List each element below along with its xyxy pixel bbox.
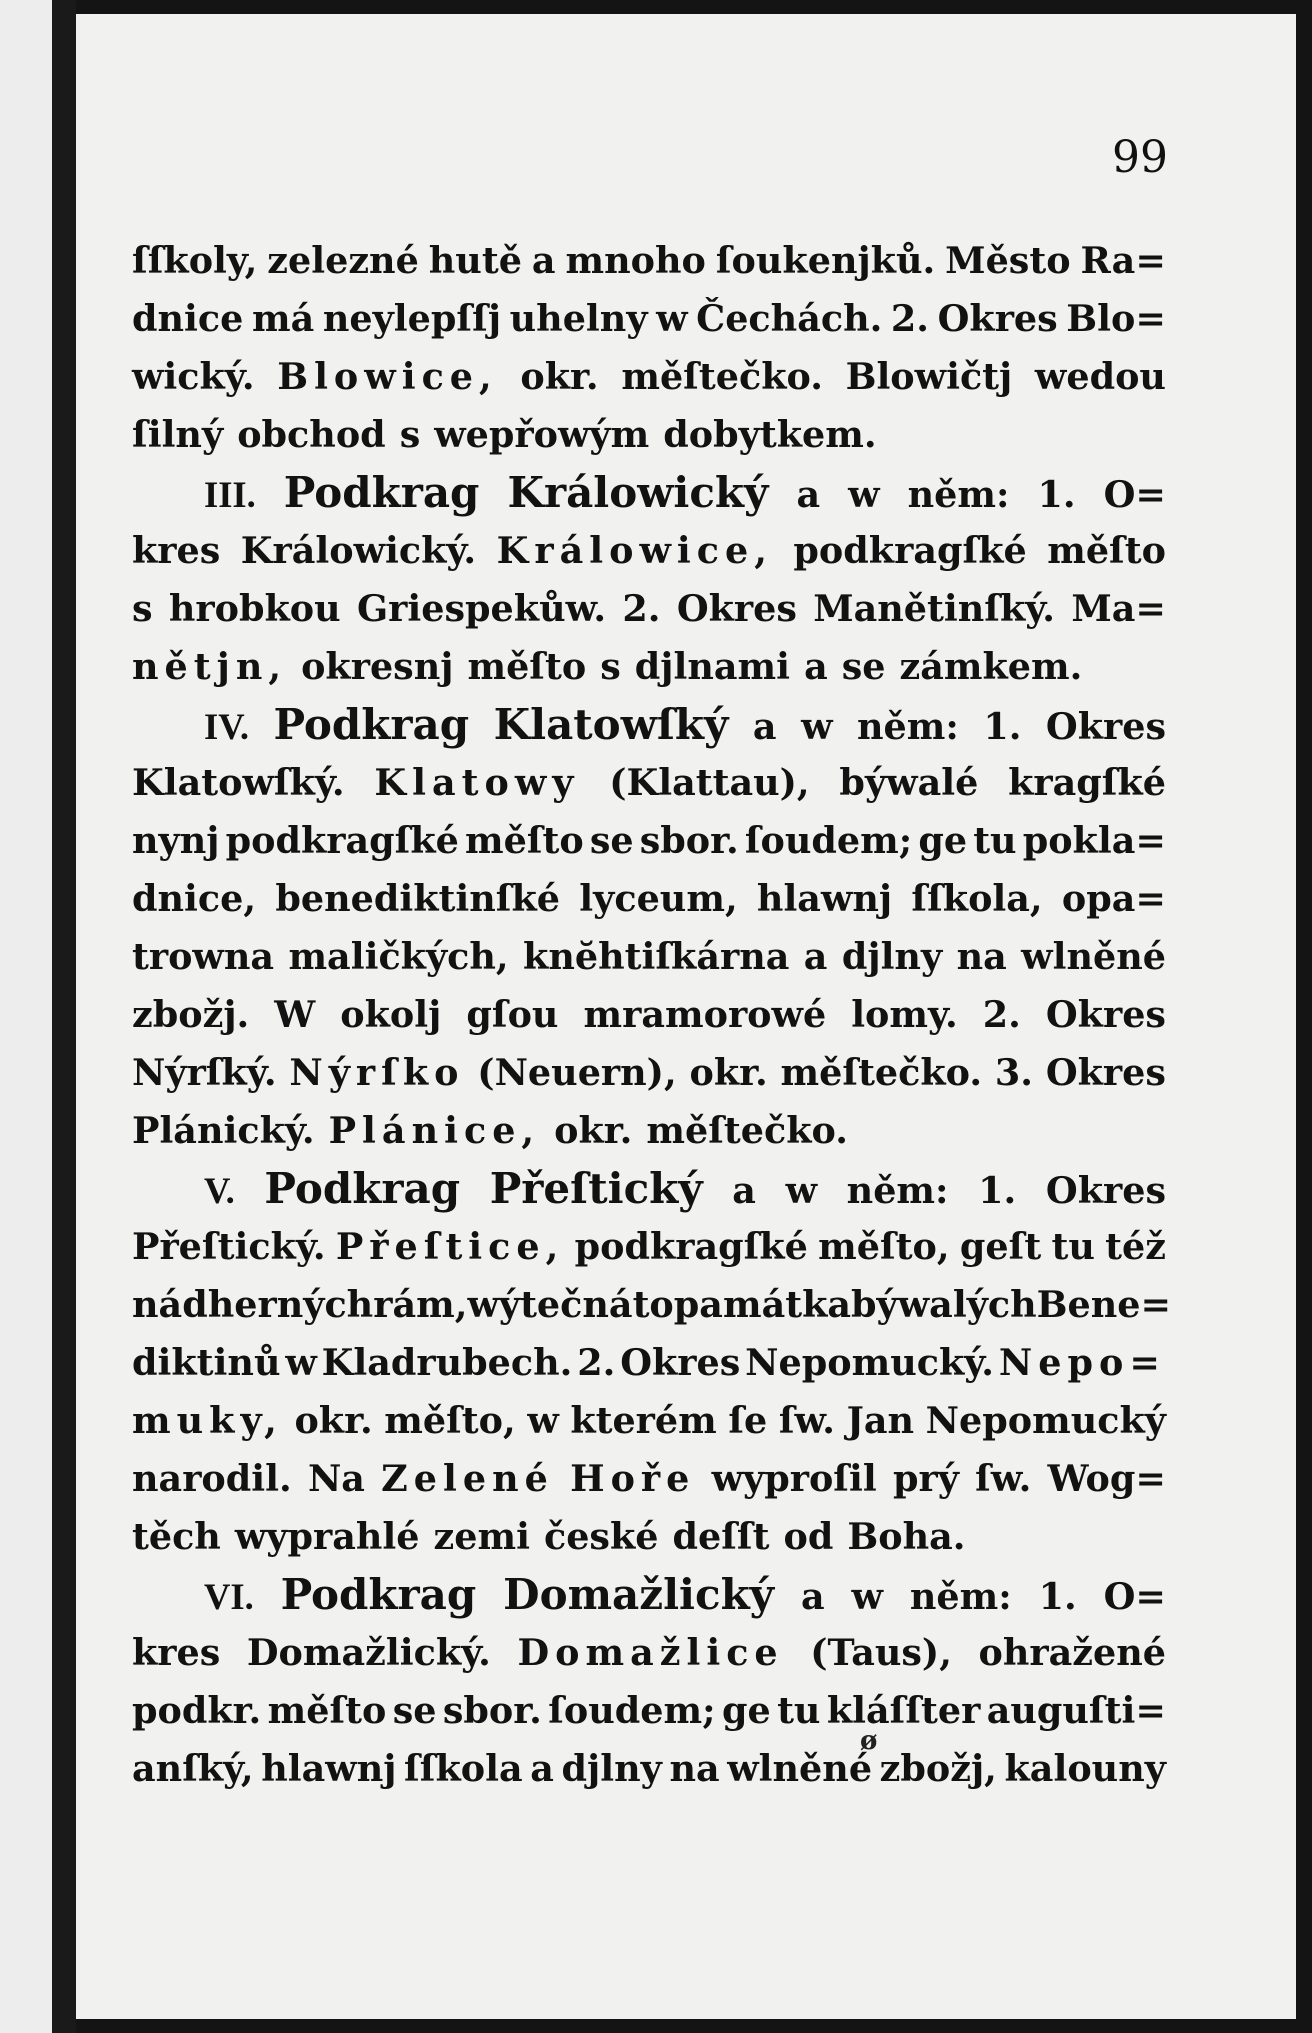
text-word: a (800, 1575, 825, 1618)
text-word: Domažlice (517, 1631, 784, 1674)
text-word: geſt (959, 1225, 1042, 1268)
text-word: Ra= (1080, 239, 1166, 282)
text-word: muky, (132, 1399, 283, 1442)
text-line (132, 1392, 1166, 1450)
book-page (76, 14, 1296, 2019)
text-word: (Klattau), (609, 761, 810, 804)
text-word: kláſſter (826, 1689, 981, 1732)
text-word: Na (307, 1457, 365, 1500)
text-word: Zelené (381, 1457, 554, 1500)
text-line (132, 696, 1166, 754)
text-word: podkr. (132, 1689, 262, 1732)
text-word: měſto (467, 645, 587, 688)
text-word: ſſkola (404, 1747, 523, 1790)
text-word: 2. (622, 587, 661, 630)
text-word: uhelny (509, 297, 648, 340)
text-word: Domažlický. (246, 1631, 491, 1674)
text-word: Králowický (507, 468, 769, 517)
text-word: diktinů (132, 1341, 281, 1384)
text-word: opa= (1061, 877, 1166, 920)
text-word: III. (204, 474, 256, 515)
text-word: Kladrubech. (321, 1341, 573, 1384)
text-word: Okres (937, 297, 1058, 340)
text-word: Králowický. (240, 529, 477, 572)
text-word: w (848, 473, 880, 516)
text-word: a (796, 473, 821, 516)
text-word: něm: (907, 473, 1010, 516)
text-word: Plánice, (328, 1109, 541, 1152)
text-line (132, 870, 1166, 928)
text-word: auguſti= (986, 1689, 1166, 1732)
text-line (132, 522, 1166, 580)
text-word: Přeſtice, (335, 1225, 565, 1268)
text-word: Bene= (1036, 1283, 1172, 1326)
text-word: okresnj (301, 645, 454, 688)
text-word: podkragſké (225, 819, 459, 862)
text-word: Klatowy (374, 761, 580, 804)
text-word: dobytkem. (663, 413, 877, 456)
text-word: ge (721, 1689, 771, 1732)
text-word: měſto (464, 819, 584, 862)
text-word: nynj (132, 819, 220, 862)
text-word: maličkých, (288, 935, 509, 978)
text-word: tu (973, 819, 1017, 862)
text-word: Nepo= (998, 1341, 1166, 1384)
text-word: djlny (561, 1747, 662, 1790)
text-word: ſe (728, 1399, 768, 1442)
text-word: Okres (1045, 705, 1166, 748)
text-word: Plánický. (132, 1109, 315, 1152)
text-word: ſw. (975, 1457, 1032, 1500)
text-word: tu (1051, 1225, 1095, 1268)
text-word: ſſkoly, (132, 239, 258, 282)
text-word: w (527, 1399, 559, 1442)
text-word: dnice, (132, 877, 257, 920)
text-word: měſtečko. (780, 1051, 983, 1094)
text-word: na (669, 1747, 720, 1790)
text-word: ge (918, 819, 968, 862)
text-word: Blo= (1066, 297, 1166, 340)
text-word: okr. (689, 1051, 768, 1094)
text-word: Nepomucký. (745, 1341, 995, 1384)
text-word: wlněné (727, 1747, 873, 1790)
text-word: těch (132, 1515, 221, 1558)
text-word: VI. (204, 1576, 254, 1617)
text-word: w (851, 1575, 883, 1618)
text-line (132, 1740, 1166, 1798)
text-word: a (803, 935, 828, 978)
text-word: mramorowé (583, 993, 827, 1036)
text-word: sbor. (442, 1689, 542, 1732)
text-word: deſſt (672, 1515, 770, 1558)
text-word: Ma= (1071, 587, 1166, 630)
text-word: w (801, 705, 833, 748)
text-word: dnice (132, 297, 244, 340)
text-word: tu (777, 1689, 821, 1732)
text-word: kres (132, 1631, 221, 1674)
text-line (132, 986, 1166, 1044)
text-word: Okres (1045, 1169, 1166, 1212)
text-word: 1. (1037, 473, 1076, 516)
text-word: památka (673, 1283, 852, 1326)
text-line (132, 1508, 1166, 1566)
text-word: se (392, 1689, 437, 1732)
text-word: a (752, 705, 777, 748)
text-line (132, 348, 1166, 406)
text-word: ſilný (132, 413, 224, 456)
text-word: a (530, 1747, 554, 1790)
text-word: podkragſké (574, 1225, 808, 1268)
text-word: wický. (132, 355, 255, 398)
text-word: zelezné (267, 239, 419, 282)
text-word: a (804, 645, 828, 688)
text-line (132, 1044, 1166, 1102)
text-word: trowna (132, 935, 275, 978)
text-word: Jan (846, 1399, 915, 1442)
text-line (132, 1450, 1166, 1508)
text-word: a (732, 1169, 756, 1212)
text-word: wlněné (1021, 935, 1166, 978)
text-word: něm: (909, 1575, 1012, 1618)
text-word: w (656, 297, 688, 340)
text-line (132, 812, 1166, 870)
text-word: ohražené (978, 1631, 1166, 1674)
text-word: prý (892, 1457, 959, 1500)
text-word: něm: (856, 705, 959, 748)
text-word: O= (1103, 473, 1166, 516)
text-word: obchod (237, 413, 386, 456)
text-word: wepřowým (434, 413, 650, 456)
text-line (132, 638, 1166, 696)
text-word: kres (132, 529, 221, 572)
text-word: V. (204, 1170, 235, 1211)
text-word: anſký, (132, 1747, 254, 1790)
text-word: okr. (554, 1109, 633, 1152)
text-word: okolj (340, 993, 442, 1036)
text-word: ſoudem; (744, 819, 913, 862)
text-word: býwalé (839, 761, 979, 804)
text-word: Podkrag (273, 700, 470, 749)
text-word: narodil. (132, 1457, 292, 1500)
text-word: Čechách. (696, 297, 883, 340)
text-word: podkragſké (793, 529, 1027, 572)
text-word: ſſkola, (911, 877, 1043, 920)
text-word: lomy. (851, 993, 958, 1036)
text-word: 2. (982, 993, 1021, 1036)
text-word: Boha. (847, 1515, 966, 1558)
text-line (132, 1218, 1166, 1276)
text-word: neylepſſj (322, 297, 502, 340)
text-word: na (956, 935, 1007, 978)
text-line (132, 406, 1166, 464)
text-word: wyprahlé (234, 1515, 420, 1558)
text-word: zemi (433, 1515, 530, 1558)
text-word: ſw. (778, 1399, 836, 1442)
text-word: ſoukenjků. (715, 239, 936, 282)
text-line (132, 232, 1166, 290)
text-word: hlawnj (261, 1747, 397, 1790)
text-word: Nepomucký (925, 1399, 1166, 1442)
text-word: 1. (1038, 1575, 1077, 1618)
text-line (132, 1102, 1166, 1160)
text-word: od (783, 1515, 834, 1558)
text-word: w (285, 1341, 317, 1384)
text-line (132, 580, 1166, 638)
text-word: Griespekůw. (357, 587, 607, 630)
text-word: Okres (1045, 993, 1166, 1036)
text-word: chrám, (324, 1283, 468, 1326)
text-word: benediktinſké (275, 877, 561, 920)
text-word: české (543, 1515, 659, 1558)
text-word: mnoho (565, 239, 706, 282)
text-word: 1. (983, 705, 1022, 748)
text-word: měſto (267, 1689, 387, 1732)
text-word: sbor. (639, 819, 739, 862)
text-word: se (841, 645, 886, 688)
text-word: okr. (294, 1399, 373, 1442)
text-word: O= (1103, 1575, 1166, 1618)
text-word: s (399, 413, 421, 456)
text-line (132, 754, 1166, 812)
text-word: Manětinſký. (813, 587, 1056, 630)
text-word: měſtečko. (621, 355, 823, 398)
previous-page-edge (0, 0, 52, 2033)
text-word: Klatowſký. (132, 761, 345, 804)
text-word: djlny (841, 935, 943, 978)
page-number: 99 (1112, 132, 1168, 183)
text-word: zbožj. (132, 993, 250, 1036)
text-word: 2. (890, 297, 930, 340)
text-word: Nýrſký. (132, 1051, 277, 1094)
book-gutter (52, 0, 76, 2033)
text-line (132, 1566, 1166, 1624)
text-word: Blowice, (277, 355, 498, 398)
text-word: wedou (1034, 355, 1166, 398)
text-word: Klatowſký (493, 700, 729, 749)
text-word: měſto, (818, 1225, 950, 1268)
text-word: Přeſtický. (132, 1225, 326, 1268)
text-line (132, 1334, 1166, 1392)
text-word: a (531, 239, 556, 282)
text-word: kragſké (1008, 761, 1166, 804)
catchword-mark: ø (860, 1726, 878, 1756)
text-word: wyproſil (711, 1457, 877, 1500)
text-word: Přeſtický (489, 1164, 703, 1213)
text-word: nětjn, (132, 645, 288, 688)
text-word: Blowičtj (845, 355, 1013, 398)
text-word: Okres (620, 1341, 741, 1384)
text-word: Okres (676, 587, 797, 630)
text-word: Okres (1045, 1051, 1166, 1094)
text-word: Podkrag (283, 468, 480, 517)
text-word: 2. (577, 1341, 616, 1384)
text-word: Králowice, (496, 529, 773, 572)
text-word: hrobkou (168, 587, 341, 630)
text-word: Město (945, 239, 1071, 282)
text-word: Podkrag (264, 1164, 461, 1213)
text-line (132, 928, 1166, 986)
text-word: něm: (846, 1169, 949, 1212)
text-word: (Neuern), (477, 1051, 677, 1094)
text-word: se (589, 819, 634, 862)
text-line (132, 290, 1166, 348)
text-word: má (251, 297, 315, 340)
text-word: pokla= (1022, 819, 1166, 862)
text-word: Domažlický (503, 1570, 775, 1619)
text-word: 1. (978, 1169, 1017, 1212)
text-word: to (632, 1283, 674, 1326)
text-word: měſtečko. (646, 1109, 848, 1152)
text-word: gſou (466, 993, 559, 1036)
text-word: Hoře (570, 1457, 696, 1500)
text-word: býwalých (851, 1283, 1037, 1326)
text-word: 3. (994, 1051, 1034, 1094)
text-word: měſto, (384, 1399, 516, 1442)
text-line (132, 1624, 1166, 1682)
text-line (132, 1276, 1172, 1334)
text-word: okr. (520, 355, 599, 398)
text-word: Podkrag (280, 1570, 477, 1619)
text-word: zbožj, (879, 1747, 997, 1790)
text-word: Nýrſko (289, 1051, 465, 1094)
text-word: s (132, 587, 153, 630)
text-word: hlawnj (756, 877, 893, 920)
text-line (132, 1682, 1166, 1740)
text-word: knĕhtiſkárna (523, 935, 790, 978)
text-line (132, 464, 1166, 522)
text-word: IV. (204, 706, 249, 747)
text-word: též (1105, 1225, 1166, 1268)
text-word: djlnami (634, 645, 791, 688)
text-word: s (600, 645, 621, 688)
text-word: kalouny (1004, 1747, 1166, 1790)
text-word: kterém (570, 1399, 717, 1442)
text-word: Wog= (1047, 1457, 1166, 1500)
text-word: wýtečná (467, 1283, 633, 1326)
text-word: W (274, 993, 316, 1036)
text-line (132, 1160, 1166, 1218)
text-word: zámkem. (899, 645, 1083, 688)
text-word: nádherný (132, 1283, 325, 1326)
text-word: hutě (428, 239, 522, 282)
text-word: měſto (1047, 529, 1166, 572)
body-text (132, 232, 1172, 1798)
text-word: w (785, 1169, 818, 1212)
text-word: (Taus), (810, 1631, 952, 1674)
text-word: lyceum, (579, 877, 738, 920)
text-word: ſoudem; (548, 1689, 716, 1732)
